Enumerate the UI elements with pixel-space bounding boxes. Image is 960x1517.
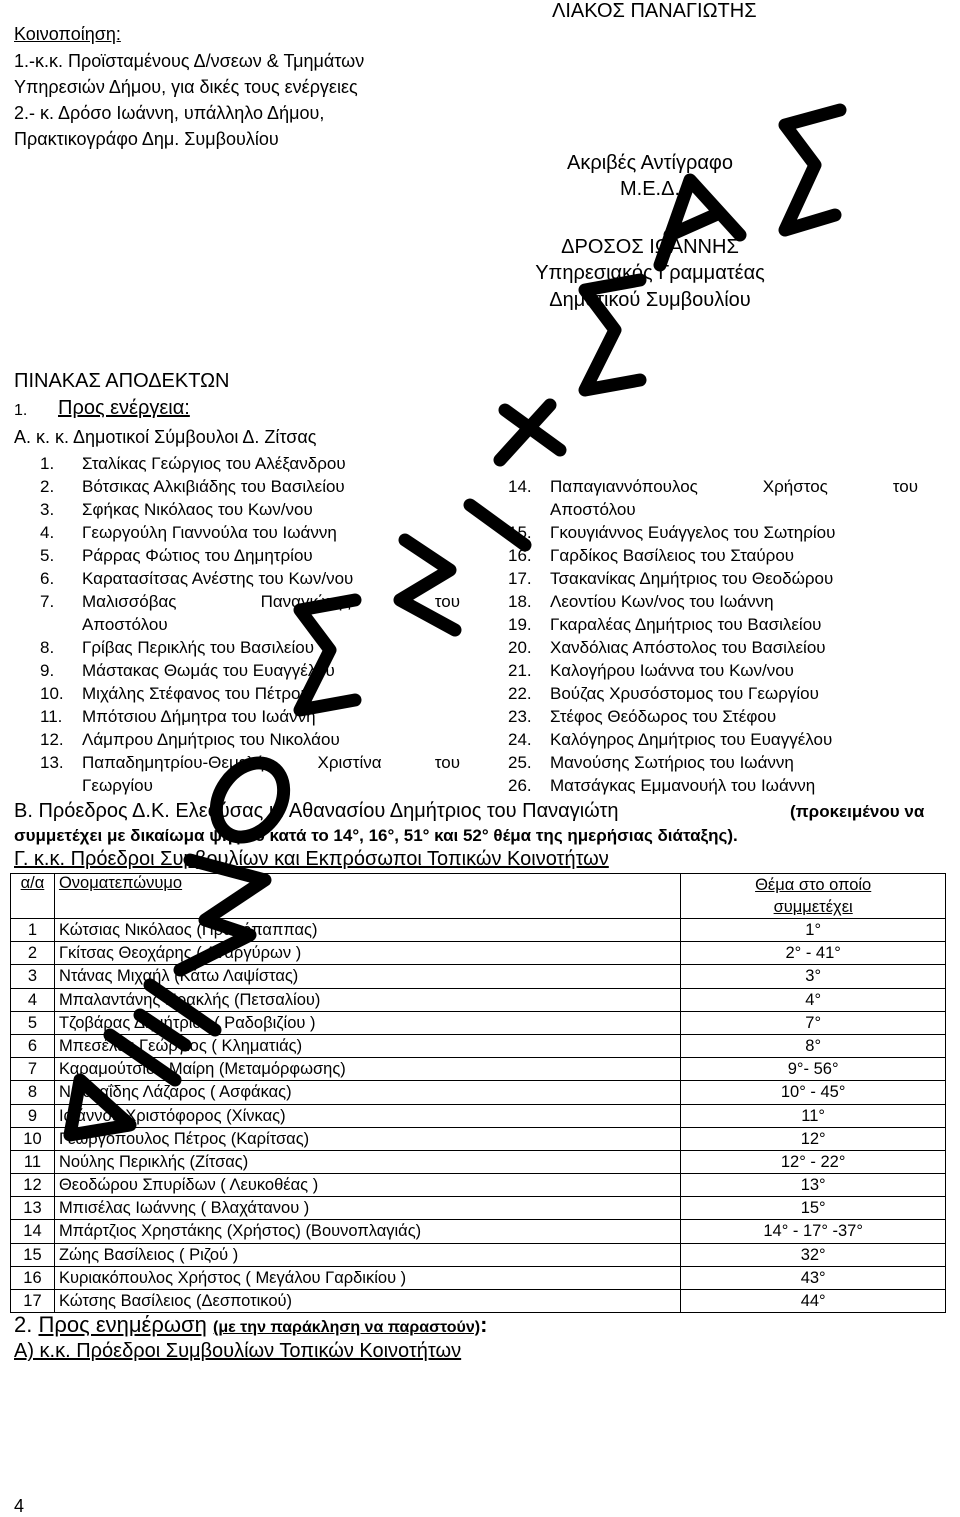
row-subject: 1° [681, 919, 946, 942]
list-item [508, 774, 918, 797]
table-row [11, 965, 946, 988]
row-subject: 10° - 45° [681, 1081, 946, 1104]
row-subject: 9°- 56° [681, 1058, 946, 1081]
section1-title: Προς ενέργεια: [58, 397, 190, 419]
list-item-number: 23. [508, 707, 532, 726]
list-item [40, 498, 460, 521]
representatives-table [10, 873, 946, 1313]
page-number: 4 [14, 1496, 25, 1516]
row-number: 15 [11, 1243, 55, 1266]
table-row [11, 1220, 946, 1243]
recipients-title: ΠΙΝΑΚΑΣ ΑΠΟΔΕΚΤΩΝ [14, 370, 230, 392]
list-item-name: Γεωργούλη Γιαννούλα του Ιωάννη [82, 523, 337, 542]
list-item-name: Γρίβας Περικλής του Βασιλείου [82, 638, 314, 657]
row-number: 8 [11, 1081, 55, 1104]
row-name: Μπισέλας Ιωάννης ( Βλαχάτανου ) [54, 1197, 680, 1220]
list-item-name: Βότσικας Αλκιβιάδης του Βασιλείου [82, 477, 345, 496]
row-number: 6 [11, 1034, 55, 1057]
row-name: Θεοδώρου Σπυρίδων ( Λευκοθέας ) [54, 1174, 680, 1197]
list-item-number: 18. [508, 592, 532, 611]
row-name: Τζοβάρας Δημήτριος ( Ραδοβιζίου ) [54, 1011, 680, 1034]
list-item-number: 25. [508, 753, 532, 772]
copy-org: Μ.Ε.Δ. [619, 178, 681, 200]
list-item [40, 751, 460, 774]
list-item-name: Παπαγιαννόπουλος Χρήστος του [550, 477, 918, 496]
list-item [508, 682, 918, 705]
chairman-note-line2: συμμετέχει με δικαίωμα ψήφου κατά το 14°, 16°, 51° και 52° θέμα της ημερήσιας διάταξης). [14, 826, 738, 845]
list-item-number: 22. [508, 684, 532, 703]
list-item-number: 6. [40, 569, 55, 588]
table-row [11, 1104, 946, 1127]
list-item-number: 26. [508, 776, 532, 795]
list-item [508, 475, 918, 498]
list-item [508, 613, 918, 636]
row-number: 17 [11, 1290, 55, 1313]
list-item-number: 14. [508, 477, 532, 496]
list-item-number: 16. [508, 546, 532, 565]
section2-heading [14, 1312, 487, 1338]
chairman-line [14, 800, 619, 823]
list-item [508, 521, 918, 544]
list-item-name: Καλόγηρος Δημήτριος του Ευαγγέλου [550, 730, 833, 749]
table-row [11, 1034, 946, 1057]
row-name: Μπεσέλας Γεώργιος ( Κληματιάς) [54, 1034, 680, 1057]
col-header-subject [681, 874, 946, 919]
list-item-number: 21. [508, 661, 532, 680]
signatory-name: ΛΙΑΚΟΣ ΠΑΝΑΓΙΩΤΗΣ [552, 0, 757, 22]
list-item-continuation: Γεωργίου [82, 776, 153, 795]
row-number: 11 [11, 1150, 55, 1173]
row-name: Ιωάννου Χριστόφορος (Χίνκας) [54, 1104, 680, 1127]
row-name: Ζώης Βασίλειος ( Ριζού ) [54, 1243, 680, 1266]
copy-signer-role: Υπηρεσιακός Γραμματέας [535, 262, 765, 284]
list-item [508, 751, 918, 774]
notify-line: Πρακτικογράφο Δημ. Συμβουλίου [14, 129, 279, 149]
row-subject: 14° - 17° -37° [681, 1220, 946, 1243]
list-item-number: 3. [40, 500, 55, 519]
list-item-number: 2. [40, 477, 55, 496]
row-number: 3 [11, 965, 55, 988]
row-number: 7 [11, 1058, 55, 1081]
row-name: Ντάνας Μιχαήλ (Κάτω Λαψίστας) [54, 965, 680, 988]
row-number: 16 [11, 1266, 55, 1289]
table-row [11, 1058, 946, 1081]
list-item-name: Χανδόλιας Απόστολος του Βασιλείου [550, 638, 826, 657]
row-number: 4 [11, 988, 55, 1011]
table-row [11, 1290, 946, 1313]
row-subject: 32° [681, 1243, 946, 1266]
table-row [11, 1174, 946, 1197]
row-subject: 43° [681, 1266, 946, 1289]
list-item-name: Στέφος Θεόδωρος του Στέφου [550, 707, 777, 726]
list-item-name: Σταλίκας Γεώργιος του Αλέξανδρου [82, 454, 346, 473]
list-item [40, 705, 460, 728]
list-item [40, 728, 460, 751]
councillors-list-left [40, 452, 460, 797]
row-number: 2 [11, 942, 55, 965]
list-item-number: 7. [40, 592, 55, 611]
list-item-number: 20. [508, 638, 532, 657]
list-item [508, 728, 918, 751]
list-item [508, 567, 918, 590]
list-item-name: Βούζας Χρυσόστομος του Γεωργίου [550, 684, 819, 703]
row-name: Νικολαΐδης Λάζαρος ( Ασφάκας) [54, 1081, 680, 1104]
section2-colon: : [480, 1312, 488, 1337]
list-item-name: Γαρδίκος Βασίλειος του Σταύρου [550, 546, 795, 565]
list-item-name: Ματσάγκας Εμμανουήλ του Ιωάννη [550, 776, 816, 795]
list-item [40, 659, 460, 682]
list-item-number: 17. [508, 569, 532, 588]
col-header-number: α/α [11, 874, 55, 919]
list-item [40, 590, 460, 613]
table-header-row [11, 874, 946, 919]
row-subject: 15° [681, 1197, 946, 1220]
table-row [11, 988, 946, 1011]
list-item-name: Τσακανίκας Δημήτριος του Θεοδώρου [550, 569, 834, 588]
row-name: Καραμούτσιου Μαίρη (Μεταμόρφωσης) [54, 1058, 680, 1081]
list-item-continuation: Αποστόλου [550, 500, 636, 519]
row-name: Μπαλαντάνης Ηρακλής (Πετσαλίου) [54, 988, 680, 1011]
row-number: 10 [11, 1127, 55, 1150]
list-item-number: 24. [508, 730, 532, 749]
table-row [11, 1011, 946, 1034]
copy-signer-name: ΔΡΟΣΟΣ ΙΩΑΝΝΗΣ [561, 236, 739, 258]
row-subject: 7° [681, 1011, 946, 1034]
list-item-name: Γκαραλέας Δημήτριος του Βασιλείου [550, 615, 822, 634]
councillors-heading: Α. κ. κ. Δημοτικοί Σύμβουλοι Δ. Ζίτσας [14, 427, 317, 447]
table-row [11, 1197, 946, 1220]
row-subject: 11° [681, 1104, 946, 1127]
table-row [11, 1243, 946, 1266]
chairman-label: Β. Πρόεδρος Δ.Κ. Ελεούσας κ. Αθανασίου Δημήτριος του Παναγιώτη [14, 800, 619, 822]
section2-note: (με την παράκληση να παραστούν) [213, 1319, 481, 1336]
row-name: Γεωργόπουλος Πέτρος (Καρίτσας) [54, 1127, 680, 1150]
list-item-name: Ράρρας Φώτιος του Δημητρίου [82, 546, 313, 565]
list-item [40, 521, 460, 544]
row-number: 14 [11, 1220, 55, 1243]
list-item [508, 636, 918, 659]
list-item [508, 590, 918, 613]
list-item-number: 9. [40, 661, 55, 680]
notify-heading: Κοινοποίηση: [14, 24, 121, 44]
list-item-name: Μανούσης Σωτήριος του Ιωάννη [550, 753, 794, 772]
row-number: 9 [11, 1104, 55, 1127]
table-row [11, 1081, 946, 1104]
list-item-number: 5. [40, 546, 55, 565]
list-item-name: Μιχάλης Στέφανος του Πέτρου [82, 684, 310, 703]
row-number: 5 [11, 1011, 55, 1034]
list-item-number: 11. [40, 707, 63, 726]
row-name: Κυριακόπουλος Χρήστος ( Μεγάλου Γαρδικίου ) [54, 1266, 680, 1289]
col-header-name: Ονοματεπώνυμο [54, 874, 680, 919]
row-subject: 12° [681, 1127, 946, 1150]
list-item-name: Σφήκας Νικόλαος του Κων/νου [82, 500, 313, 519]
community-heading: Γ. κ.κ. Πρόεδροι Συμβουλίων και Εκπρόσωποι Τοπικών Κοινοτήτων [14, 848, 609, 870]
table-row [11, 1150, 946, 1173]
notify-line: 2.- κ. Δρόσο Ιωάννη, υπάλληλο Δήμου, [14, 103, 325, 123]
list-item [508, 705, 918, 728]
row-subject: 44° [681, 1290, 946, 1313]
list-item-number: 13. [40, 753, 64, 772]
row-subject: 3° [681, 965, 946, 988]
list-item-number: 4. [40, 523, 55, 542]
list-item-name: Γκουγιάννος Ευάγγελος του Σωτηρίου [550, 523, 836, 542]
list-item-number: 8. [40, 638, 55, 657]
table-row [11, 919, 946, 942]
row-subject: 4° [681, 988, 946, 1011]
copy-signer-role: Δημοτικού Συμβουλίου [549, 289, 751, 311]
notify-line: Υπηρεσιών Δήμου, για δικές τους ενέργειες [14, 77, 358, 97]
table-row [11, 942, 946, 965]
list-item-name: Μαλισσόβας Παναγιώτης του [82, 592, 460, 611]
list-item-name: Μάστακας Θωμάς του Ευαγγέλου [82, 661, 335, 680]
section1-number: 1. [14, 402, 28, 419]
list-item [40, 636, 460, 659]
list-item [508, 659, 918, 682]
list-item [40, 682, 460, 705]
list-item [40, 475, 460, 498]
list-item-name: Παπαδημητρίου-Θεμελή Χριστίνα του [82, 753, 460, 772]
councillors-list-right [508, 475, 918, 797]
list-item-number: 19. [508, 615, 532, 634]
row-number: 13 [11, 1197, 55, 1220]
section2-subheading: Α) κ.κ. Πρόεδροι Συμβουλίων Τοπικών Κοινοτήτων [14, 1340, 462, 1362]
row-subject: 2° - 41° [681, 942, 946, 965]
list-item [508, 544, 918, 567]
section2-title: Προς ενημέρωση [38, 1312, 207, 1337]
list-item-continuation: Αποστόλου [82, 615, 168, 634]
row-name: Κώτσιας Νικόλαος (Πρωτόπαππας) [54, 919, 680, 942]
list-item-number: 1. [40, 454, 55, 473]
col-header-subject-line2: συμμετέχει [773, 898, 853, 916]
list-item [40, 544, 460, 567]
chairman-note: (προκειμένου να [790, 802, 925, 821]
row-number: 1 [11, 919, 55, 942]
table-row [11, 1266, 946, 1289]
row-name: Γκίτσας Θεοχάρης ( Αναργύρων ) [54, 942, 680, 965]
table-row [11, 1127, 946, 1150]
row-name: Νούλης Περικλής (Ζίτσας) [54, 1150, 680, 1173]
list-item-name: Λεοντίου Κων/νος του Ιωάννη [550, 592, 774, 611]
row-number: 12 [11, 1174, 55, 1197]
list-item-name: Καρατασίτσας Ανέστης του Κων/νου [82, 569, 354, 588]
copy-label: Ακριβές Αντίγραφο [566, 152, 734, 174]
list-item-name: Λάμπρου Δημήτριος του Νικολάου [82, 730, 340, 749]
list-item [40, 452, 460, 475]
list-item-number: 15. [508, 523, 532, 542]
row-subject: 8° [681, 1034, 946, 1057]
row-name: Κώτσης Βασίλειος (Δεσποτικού) [54, 1290, 680, 1313]
list-item-number: 12. [40, 730, 64, 749]
list-item-name: Μπότσιου Δήμητρα του Ιωάννη [82, 707, 316, 726]
list-item-number: 10. [40, 684, 64, 703]
row-subject: 13° [681, 1174, 946, 1197]
list-item [40, 567, 460, 590]
section2-number: 2. [14, 1312, 33, 1337]
col-header-subject-line1: Θέμα στο οποίο [755, 876, 872, 894]
list-item-name: Καλογήρου Ιωάννα του Κων/νου [550, 661, 794, 680]
row-name: Μπάρτζιος Χρηστάκης (Χρήστος) (Βουνοπλαγιάς) [54, 1220, 680, 1243]
notify-line: 1.-κ.κ. Προϊσταμένους Δ/νσεων & Τμημάτων [14, 51, 365, 71]
row-subject: 12° - 22° [681, 1150, 946, 1173]
